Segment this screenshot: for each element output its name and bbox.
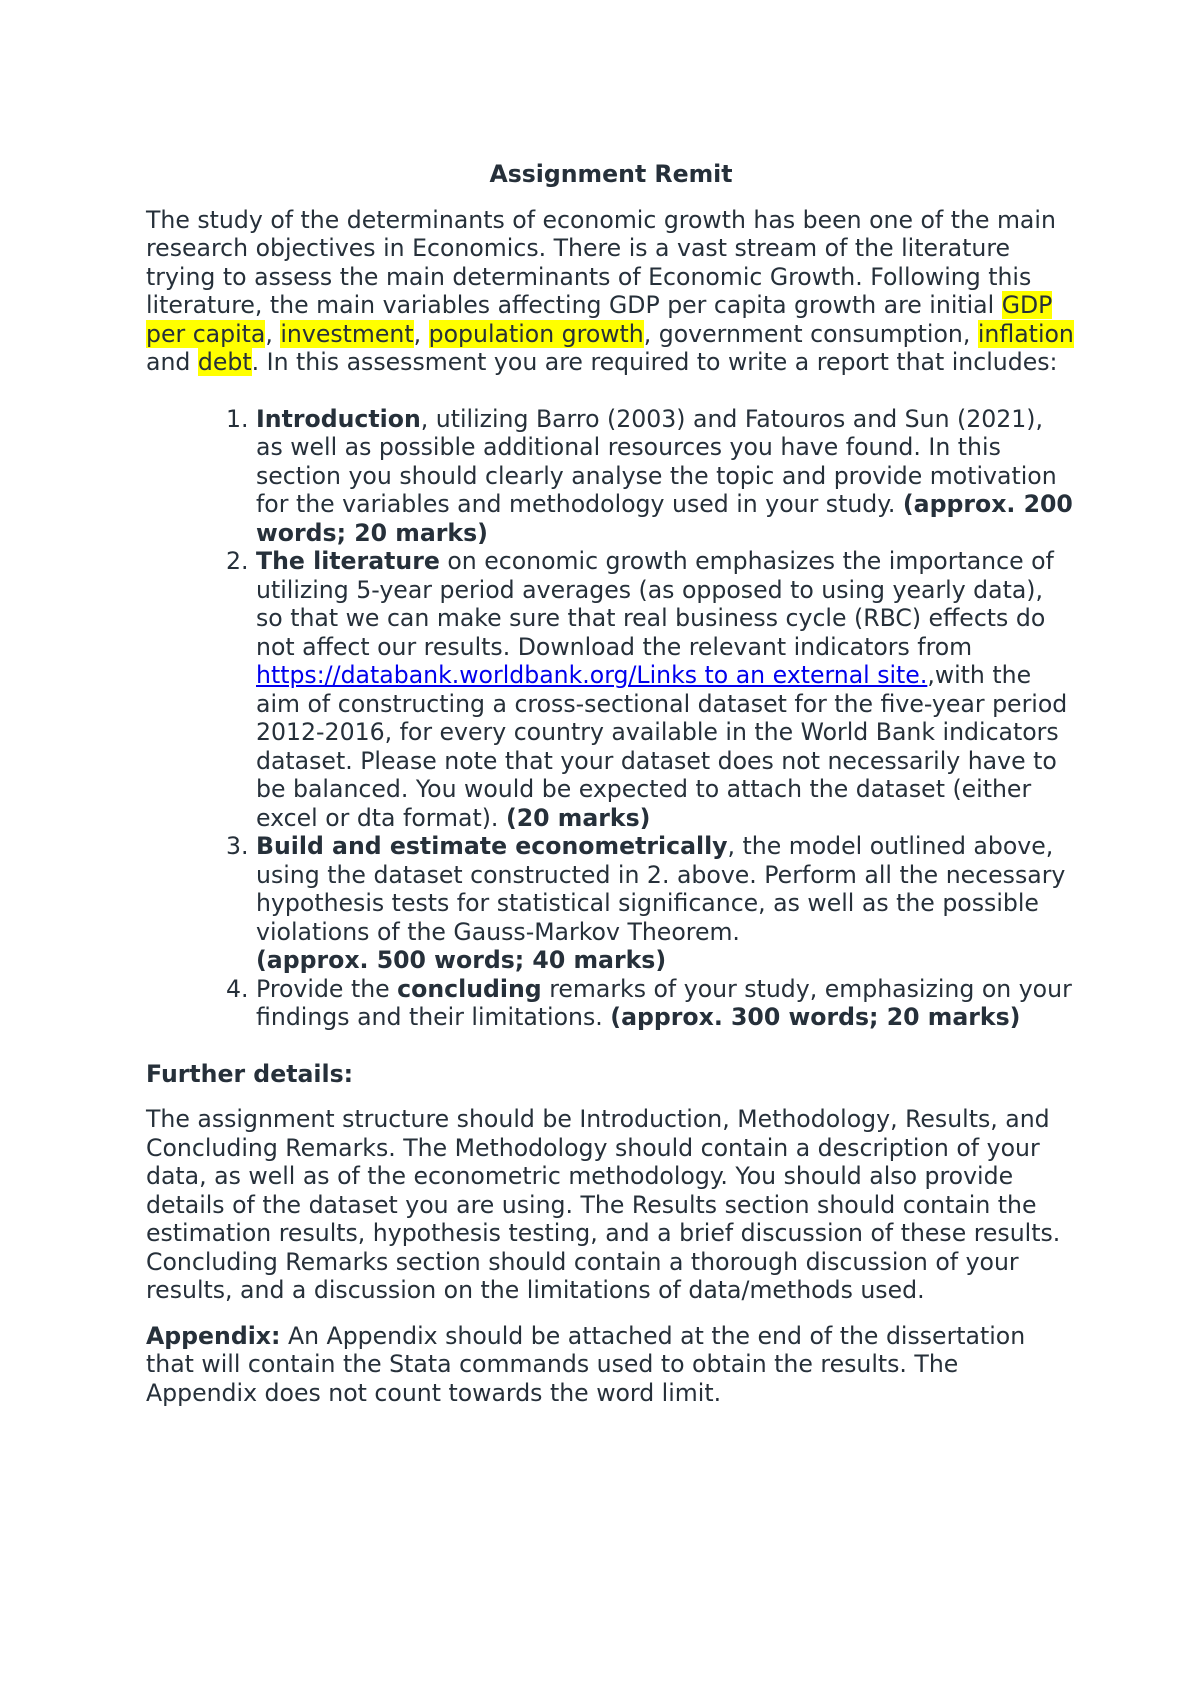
item-1-text: , utilizing Barro (2003) and Fatouros and Sun (2021), as well as possible additional resources you have found. In this section you should clearly analyse the topic and provide motivation for the variables and methodology used in your study. <box>256 404 1057 518</box>
databank-link[interactable]: https://databank.worldbank.org/Links to an external site. <box>256 661 928 689</box>
highlight-investment: investment <box>280 319 414 348</box>
list-item-estimation <box>256 832 1076 975</box>
intro-text-6: . In this assessment you are required to write a report that includes: <box>251 348 1058 376</box>
item-4-pre: Provide the <box>256 974 398 1003</box>
item-3-text: , the model outlined above, using the dataset constructed in 2. above. Perform all the necessary hypothesis tests for statistical significance, as well as the possible violations of the Gauss-Markov Theorem. <box>256 832 1066 946</box>
appendix-text: An Appendix should be attached at the end of the dissertation that will contain the Stata commands used to obtain the results. The Appendix does not count towards the word limit. <box>146 1321 1026 1407</box>
structure-paragraph: The assignment structure should be Introduction, Methodology, Results, and Concluding Remarks. The Methodology should contain a description of your data, as well as of the econometric methodology. You should also provide details of the dataset you are using. The Results section should contain the estimation results, hypothesis testing, and a brief discussion of these results. Concluding Remarks section should contain a thorough discussion of your results, and a discussion on the limitations of data/methods used. <box>146 1105 1061 1304</box>
highlight-population-growth: population growth <box>428 319 644 348</box>
item-2-text: on economic growth emphasizes the importance of utilizing 5-year period averages (as opposed to using yearly data), so that we can make sure that real business cycle (RBC) effects do not affect our results. Download the relevant indicators from <box>256 547 1054 661</box>
intro-text-4: , government consumption, <box>643 319 978 348</box>
item-2-marks: (20 marks) <box>505 803 651 832</box>
further-details-heading: Further details: <box>146 1059 354 1088</box>
item-3-lead: Build and estimate econometrically <box>256 832 728 860</box>
appendix-label: Appendix: <box>146 1321 281 1350</box>
item-1-marks: (approx. 200 words; 20 marks) <box>256 490 1073 547</box>
item-3-marks: (approx. 500 words; 40 marks) <box>256 946 667 974</box>
highlight-gdp-per-capita: GDP per capita <box>146 291 1053 348</box>
item-2-text-2: ,with the aim of constructing a cross-sectional dataset for the five-year period 2012-2016, for every country available in the World Bank indicators dataset. Please note that your dataset does not necessarily have to be balanced. You would be expected to attach the dataset (either excel or dta format). <box>256 661 1068 832</box>
item-2-lead: The literature <box>256 547 440 575</box>
highlight-debt: debt <box>197 348 252 376</box>
list-item-literature <box>256 547 1076 832</box>
requirements-list <box>146 405 1076 1032</box>
list-item-introduction <box>256 405 1076 548</box>
highlight-inflation: inflation <box>977 319 1074 348</box>
item-1-lead: Introduction <box>256 404 421 433</box>
intro-text-5: and <box>146 348 198 376</box>
intro-text-2: , <box>265 319 281 348</box>
page-title: Assignment Remit <box>489 160 733 188</box>
list-item-concluding <box>256 975 1076 1032</box>
item-4-bold: concluding <box>397 974 542 1003</box>
item-4-text: remarks of your study, emphasizing on your findings and their limitations. <box>256 974 1072 1031</box>
intro-text-1: The study of the determinants of economic growth has been one of the main research objectives in Economics. There is a vast stream of the literature trying to assess the main determinants of Economic Growth. Following this literature, the main variables affecting GDP per capita growth are initial <box>146 205 1056 319</box>
document-body <box>146 160 1076 1407</box>
appendix-paragraph <box>146 1322 1076 1408</box>
item-4-marks: (approx. 300 words; 20 marks) <box>610 1003 1021 1031</box>
intro-paragraph <box>146 206 1076 377</box>
intro-text-3: , <box>413 319 429 348</box>
